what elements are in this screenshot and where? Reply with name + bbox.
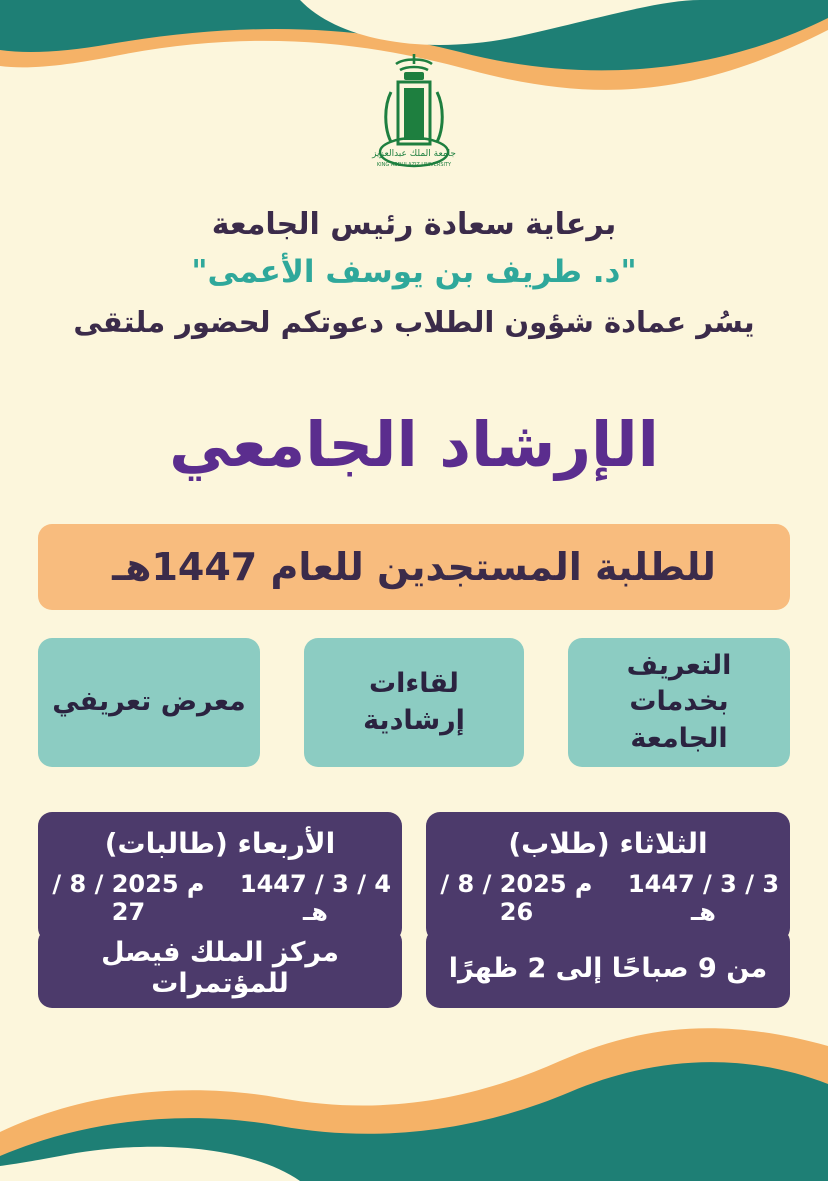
patron-line: برعاية سعادة رئيس الجامعة xyxy=(211,207,617,242)
subtitle-banner-text: للطلبة المستجدين للعام 1447هـ xyxy=(112,545,716,589)
university-logo-icon xyxy=(354,48,474,173)
header-block xyxy=(0,205,828,342)
day-card-title: الثلاثاء (طلاب) xyxy=(508,827,708,860)
feature-chip-label: التعريف بخدمات الجامعة xyxy=(626,650,732,754)
svg-text:KING ABDULAZIZ UNIVERSITY: KING ABDULAZIZ UNIVERSITY xyxy=(376,162,452,168)
feature-list xyxy=(38,638,790,767)
page-title: الإرشاد الجامعي xyxy=(169,408,659,481)
feature-chip-label: لقاءات إرشادية xyxy=(363,668,465,736)
day-card-gregorian: م 2025 / 8 / 27 xyxy=(52,870,205,927)
day-card-hijri: 4 / 3 / 1447 هـ xyxy=(239,870,392,927)
day-card-gregorian: م 2025 / 8 / 26 xyxy=(440,870,593,927)
university-logo xyxy=(0,48,828,177)
info-row xyxy=(38,928,790,1008)
event-time-card xyxy=(426,928,790,1008)
day-card-date xyxy=(436,870,780,926)
event-venue-card xyxy=(38,928,402,1008)
day-card xyxy=(38,812,402,942)
day-card-date xyxy=(48,870,392,926)
feature-chip xyxy=(568,638,790,767)
feature-chip xyxy=(304,638,524,767)
patron-name: "د. طريف بن يوسف الأعمى" xyxy=(191,253,637,290)
feature-chip xyxy=(38,638,260,767)
day-card-hijri: 3 / 3 / 1447 هـ xyxy=(627,870,780,927)
feature-chip-label: معرض تعريفي xyxy=(52,686,246,718)
invitation-line: يسُر عمادة شؤون الطلاب دعوتكم لحضور ملتقى xyxy=(73,305,755,340)
day-card-title: الأربعاء (طالبات) xyxy=(104,827,336,860)
subtitle-banner xyxy=(38,524,790,610)
event-venue-label: مركز الملك فيصل للمؤتمرات xyxy=(101,937,339,999)
event-time-label: من 9 صباحًا إلى 2 ظهرًا xyxy=(448,952,768,984)
day-cards xyxy=(38,812,790,942)
day-card xyxy=(426,812,790,942)
svg-text:جامعة الملك عبدالعزيز: جامعة الملك عبدالعزيز xyxy=(372,149,456,159)
bottom-wave-decoration xyxy=(0,1006,828,1181)
